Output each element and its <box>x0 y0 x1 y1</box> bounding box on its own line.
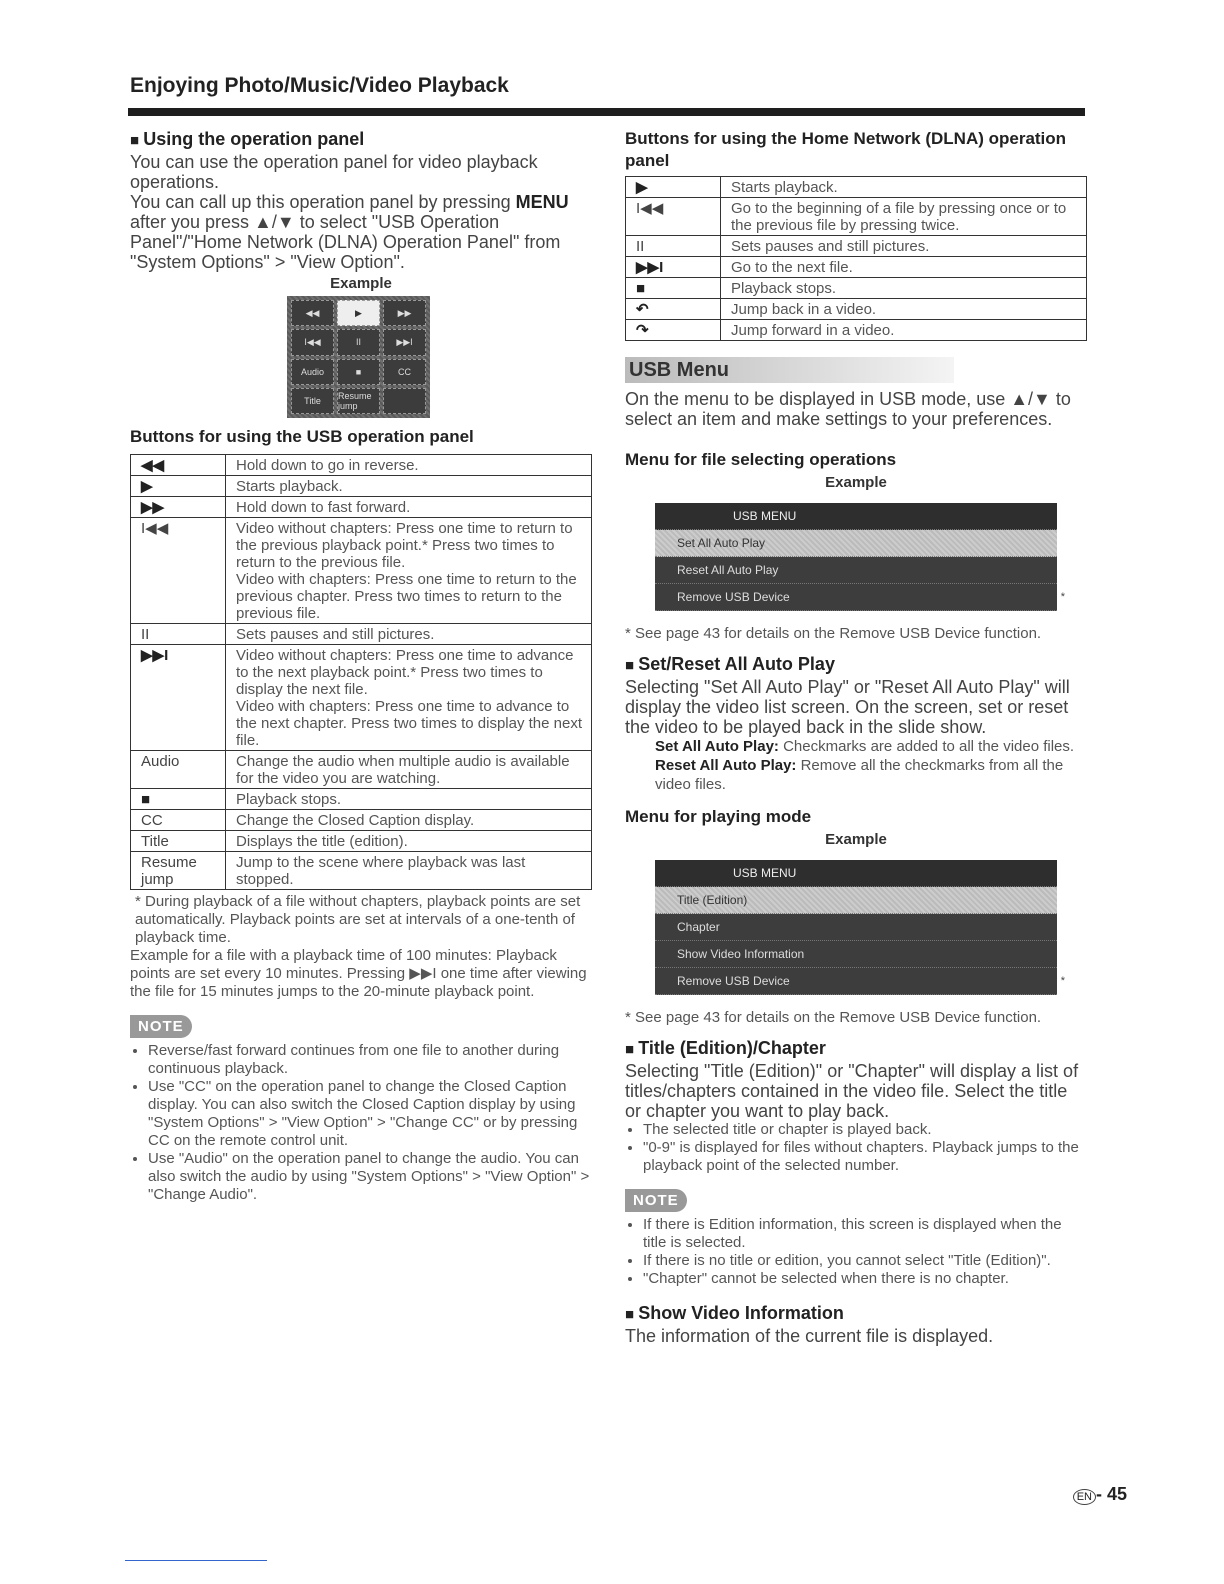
usb-buttons-table <box>130 454 592 890</box>
menu-footnote-mark: * <box>1060 591 1065 603</box>
table-row <box>626 278 1087 299</box>
page-title: Enjoying Photo/Music/Video Playback <box>130 74 509 97</box>
table-row <box>626 177 1087 198</box>
footnote-example: Example for a file with a playback time of 100 minutes: Playback points are set every 10 minutes. Pressing ▶▶I one time after viewing the file for 15 minutes jumps to the 20-minute playback point. <box>130 947 587 1000</box>
menu-item: Set All Auto Play <box>655 530 1057 557</box>
button-key: Resume jump <box>131 852 226 890</box>
usb-table-title: Buttons for using the USB operation panel <box>130 427 474 446</box>
language-icon: EN <box>1073 1489 1096 1505</box>
example-label-2: Example <box>825 474 887 491</box>
table-row <box>131 645 592 751</box>
menu-item: Show Video Information <box>655 941 1057 968</box>
button-description: Go to the beginning of a file by pressing once or to the previous file by pressing twice. <box>721 198 1087 236</box>
button-key: ▶▶I <box>131 645 226 751</box>
button-key: ↶ <box>626 299 721 320</box>
table-row <box>626 236 1087 257</box>
button-key: II <box>131 624 226 645</box>
menu-header: USB MENU <box>655 860 1057 887</box>
svi-body: The information of the current file is displayed. <box>625 1326 994 1346</box>
operation-panel-example <box>287 296 430 418</box>
list-item: • The selected title or chapter is played back. <box>643 1121 1087 1139</box>
menu-item: Title (Edition) <box>655 887 1057 914</box>
title-rule <box>128 108 1085 116</box>
panel-button: ▶ <box>337 300 380 326</box>
button-description: Hold down to go in reverse. <box>226 455 592 476</box>
menu-item: Remove USB Device <box>655 584 1057 611</box>
notes-list <box>130 1042 592 1204</box>
button-key: Audio <box>131 751 226 789</box>
footnote-playback-points: * During playback of a file without chapters, playback points are set automatically. Playback points are set at intervals of a one-tenth of playback time. <box>135 893 581 946</box>
panel-button: I◀◀ <box>291 329 334 355</box>
note-badge-2: NOTE <box>625 1189 687 1212</box>
button-description: Jump forward in a video. <box>721 320 1087 341</box>
svi-title: ■ Show Video Information <box>625 1302 1087 1326</box>
button-key: ▶▶ <box>131 497 226 518</box>
list-item: • If there is no title or edition, you cannot select "Title (Edition)". <box>643 1252 1087 1270</box>
table-row <box>626 257 1087 278</box>
table-row <box>131 497 592 518</box>
title-chapter-title: ■ Title (Edition)/Chapter <box>625 1037 1087 1061</box>
set-all-auto-play-desc: Set All Auto Play: Checkmarks are added to all the video files. <box>655 738 1075 755</box>
list-item: • "0-9" is displayed for files without chapters. Playback jumps to the playback point of the selected number. <box>643 1139 1087 1175</box>
usb-menu-playmode <box>655 860 1065 995</box>
button-description: Displays the title (edition). <box>226 831 592 852</box>
button-description: Playback stops. <box>721 278 1087 299</box>
usb-menu-intro: On the menu to be displayed in USB mode, use ▲/▼ to select an item and make settings to your preferences. <box>625 389 1071 429</box>
list-item: • If there is Edition information, this screen is displayed when the title is selected. <box>643 1216 1087 1252</box>
dlna-table-title: Buttons for using the Home Network (DLNA) operation panel <box>625 129 1067 170</box>
panel-button: Title <box>291 388 334 414</box>
button-description: Hold down to fast forward. <box>226 497 592 518</box>
section-title-operation-panel: ■ Using the operation panel <box>130 128 592 152</box>
button-description: Video without chapters: Press one time to advance to the next playback point.* Press two times to display the next file. Video with chapters: Press one time to advance to the next chapter. Press two times to display the next file. <box>226 645 592 751</box>
table-row <box>131 789 592 810</box>
example-label: Example <box>330 275 392 292</box>
table-row <box>131 852 592 890</box>
setreset-body: Selecting "Set All Auto Play" or "Reset All Auto Play" will display the video list screen. On the screen, set or reset the video to be played back in the slide show. <box>625 677 1070 737</box>
usb-menu-file-ops <box>655 503 1065 611</box>
example-label-3: Example <box>825 831 887 848</box>
button-key: CC <box>131 810 226 831</box>
playmode-title: Menu for playing mode <box>625 807 812 826</box>
button-description: Jump back in a video. <box>721 299 1087 320</box>
menu-header: USB MENU <box>655 503 1057 530</box>
button-key: ■ <box>626 278 721 299</box>
title-chapter-body: Selecting "Title (Edition)" or "Chapter" will display a list of titles/chapters contained in the video file. Select the title or chapter you want to play back. <box>625 1061 1079 1121</box>
button-key: ▶▶I <box>626 257 721 278</box>
dlna-buttons-table <box>625 176 1087 341</box>
button-description: Sets pauses and still pictures. <box>721 236 1087 257</box>
intro-paragraph-1: You can use the operation panel for video playback operations. <box>130 152 538 192</box>
menu-footnote-mark: * <box>1060 975 1065 987</box>
panel-button: ■ <box>337 359 380 385</box>
menu-item: Reset All Auto Play <box>655 557 1057 584</box>
list-item: • Use "CC" on the operation panel to change the Closed Caption display. You can also switch the Closed Caption display by using "System Options" > "View Option" > "Change CC" or by pressing CC on the remote control unit. <box>148 1078 592 1150</box>
panel-button: Resume jump <box>337 388 380 414</box>
button-key: ◀◀ <box>131 455 226 476</box>
button-key: II <box>626 236 721 257</box>
page-number: EN - 45 <box>1073 1484 1127 1505</box>
setreset-title: ■ Set/Reset All Auto Play <box>625 653 1087 677</box>
reset-all-auto-play-desc: Reset All Auto Play: Remove all the checkmarks from all the video files. <box>655 757 1064 793</box>
bottom-rule <box>125 1560 267 1561</box>
right-column <box>625 128 1087 1346</box>
panel-button: ▶▶ <box>383 300 426 326</box>
button-description: Go to the next file. <box>721 257 1087 278</box>
table-row <box>131 624 592 645</box>
button-description: Sets pauses and still pictures. <box>226 624 592 645</box>
panel-button <box>383 388 426 414</box>
table-row <box>131 476 592 497</box>
title-chapter-bullets <box>625 1121 1087 1175</box>
file-ops-title: Menu for file selecting operations <box>625 450 897 469</box>
intro-paragraph-2: You can call up this operation panel by pressing MENU after you press ▲/▼ to select "USB Operation Panel"/"Home Network (DLNA) Operation Panel" from "System Options" > "View Option". <box>130 192 569 272</box>
panel-button: Audio <box>291 359 334 385</box>
button-key: ■ <box>131 789 226 810</box>
table-row <box>131 455 592 476</box>
note-badge: NOTE <box>130 1015 192 1038</box>
button-description: Change the Closed Caption display. <box>226 810 592 831</box>
button-description: Jump to the scene where playback was last stopped. <box>226 852 592 890</box>
button-key: ▶ <box>131 476 226 497</box>
button-key: ↷ <box>626 320 721 341</box>
button-description: Change the audio when multiple audio is available for the video you are watching. <box>226 751 592 789</box>
list-item: • Reverse/fast forward continues from one file to another during continuous playback. <box>148 1042 592 1078</box>
button-description: Video without chapters: Press one time to return to the previous playback point.* Press two times to return to the previous file. Video with chapters: Press one time to return to the previous chapter. Press two times to return to the previous file. <box>226 518 592 624</box>
panel-button: ◀◀ <box>291 300 334 326</box>
button-key: ▶ <box>626 177 721 198</box>
button-description: Starts playback. <box>226 476 592 497</box>
usb-menu-banner: USB Menu <box>625 357 954 383</box>
table-row <box>131 751 592 789</box>
button-key: I◀◀ <box>131 518 226 624</box>
table-row <box>131 810 592 831</box>
menu-item: Chapter <box>655 914 1057 941</box>
table-row <box>626 198 1087 236</box>
list-item: • Use "Audio" on the operation panel to change the audio. You can also switch the audio by using "System Options" > "View Option" > "Change Audio". <box>148 1150 592 1204</box>
panel-button: CC <box>383 359 426 385</box>
button-description: Starts playback. <box>721 177 1087 198</box>
table-row <box>626 299 1087 320</box>
menu2-footnote: * See page 43 for details on the Remove USB Device function. <box>625 1009 1042 1026</box>
list-item: • "Chapter" cannot be selected when there is no chapter. <box>643 1270 1087 1288</box>
menu1-footnote: * See page 43 for details on the Remove USB Device function. <box>625 625 1042 642</box>
panel-button: II <box>337 329 380 355</box>
left-column <box>130 128 592 1204</box>
notes-list-2 <box>625 1216 1087 1288</box>
panel-button: ▶▶I <box>383 329 426 355</box>
table-row <box>626 320 1087 341</box>
button-description: Playback stops. <box>226 789 592 810</box>
table-row <box>131 831 592 852</box>
button-key: Title <box>131 831 226 852</box>
menu-item: Remove USB Device <box>655 968 1057 995</box>
table-row <box>131 518 592 624</box>
button-key: I◀◀ <box>626 198 721 236</box>
